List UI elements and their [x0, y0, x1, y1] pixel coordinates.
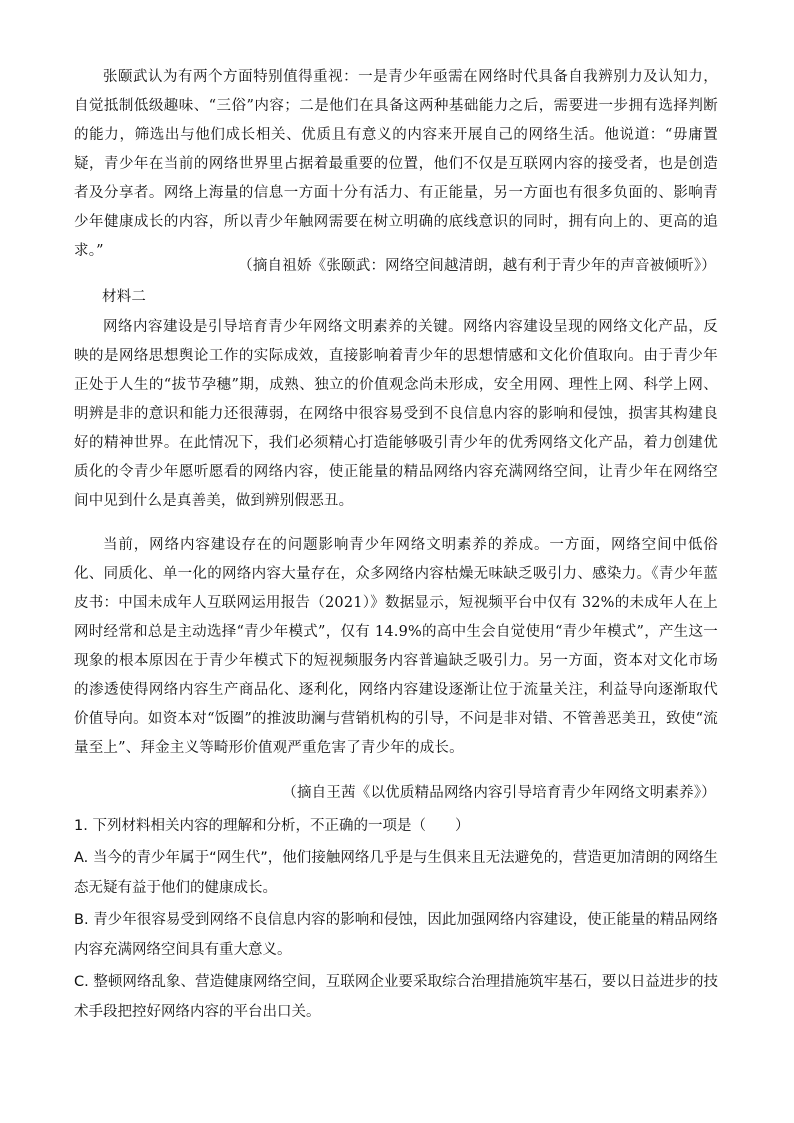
- question-1-option-c: C. 整顿网络乱象、营造健康网络空间，互联网企业要采取综合治理措施筑牢基石，要以日益进步的技术手段把控好网络内容的平台出口关。: [74, 974, 718, 1020]
- material2-paragraph-1: 网络内容建设是引导培育青少年网络文明素养的关键。网络内容建设呈现的网络文化产品，反映的是网络思想舆论工作的实际成效，直接影响着青少年的思想情感和文化价值取向。由于青少年正处于人生的“拔节孕穗”期，成熟、独立的价值观念尚未形成，安全用网、理性上网、科学上网、明辨是非的意识和能力还很薄弱，在网络中很容易受到不良信息内容的影响和侵蚀，损害其构建良好的精神世界。在此情况下，我们必须精心打造能够吸引青少年的优秀网络文化产品，着力创建优质化的令青少年愿听愿看的网络内容，使正能量的精品网络内容充满网络空间，让青少年在网络空间中见到什么是真善美，做到辨别假恶丑。: [74, 319, 718, 509]
- question-1-option-b: B. 青少年很容易受到网络不良信息内容的影响和侵蚀，因此加强网络内容建设，使正能量的精品网络内容充满网络空间具有重大意义。: [74, 912, 718, 958]
- material1-source: （摘自祖娇《张颐武：网络空间越清朗，越有利于青少年的声音被倾听》）: [238, 258, 716, 274]
- material2-paragraph-2: 当前，网络内容建设存在的问题影响青少年网络文明素养的养成。一方面，网络空间中低俗化、同质化、单一化的网络内容大量存在，众多网络内容枯燥无味缺乏吸引力、感染力。《青少年蓝皮书：中国未成年人互联网运用报告（2021）》数据显示，短视频平台中仅有 32%的未成年人在上网时经常和总是主动选择“青少年模式”，仅有 14.9%的高中生会自觉使用“青少年模式”，产生这一现象的根本原因在于青少年模式下的短视频服务内容普遍缺乏吸引力。另一方面，资本对文化市场的渗透使得网络内容生产商品化、逐利化，网络内容建设逐渐让位于流量关注，利益导向逐渐取代价值导向。如资本对“饭圈”的推波助澜与营销机构的引导，不问是非对错、不管善恶美丑，致使“流量至上”、拜金主义等畸形价值观严重危害了青少年的成长。: [74, 537, 718, 756]
- material1-paragraph: 张颐武认为有两个方面特别值得重视：一是青少年亟需在网络时代具备自我辨别力及认知力，自觉抵制低级趣味、“三俗”内容；二是他们在具备这两种基础能力之后，需要进一步拥有选择判断的能力，筛选出与他们成长相关、优质且有意义的内容来开展自己的网络生活。他说道：“毋庸置疑，青少年在当前的网络世界里占据着最重要的位置，他们不仅是互联网内容的接受者，也是创造者及分享者。网络上海量的信息一方面十分有活力、有正能量，另一方面也有很多负面的、影响青少年健康成长的内容，所以青少年触网需要在树立明确的底线意识的同时，拥有向上的、更高的追求。”: [74, 69, 718, 259]
- question-1-option-a: A. 当今的青少年属于“网生代”，他们接触网络几乎是与生俱来且无法避免的，营造更加清朗的网络生态无疑有益于他们的健康成长。: [74, 850, 718, 896]
- material2-source: （摘自王茜《以优质精品网络内容引导培育青少年网络文明素养》）: [282, 785, 716, 801]
- material2-heading: 材料二: [102, 289, 147, 305]
- question-1-stem: 1. 下列材料相关内容的理解和分析，不正确的一项是（ ）: [74, 818, 470, 834]
